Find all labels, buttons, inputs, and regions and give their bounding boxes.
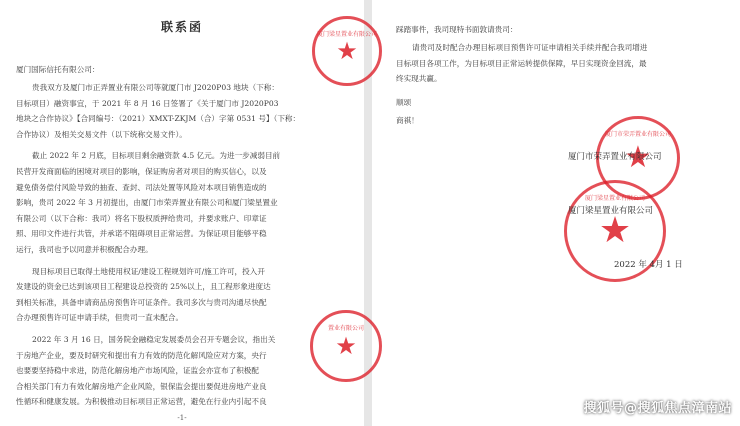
star-icon: ★ xyxy=(598,210,632,251)
page-number: -1- xyxy=(177,414,187,422)
request-body: 请贵司及时配合办理目标项目预售许可证申请相关手续并配合我司增进 目标项目各项工作，为目标项目正常运转提供保障，早日实现资金回流，最 终实现共赢。 xyxy=(396,43,648,84)
edge-seal-bottom: 置业有限公司 ★ xyxy=(310,310,382,382)
closing-wish: 商祺！ xyxy=(396,116,419,125)
closing-greeting: 顺颂 xyxy=(396,98,412,107)
edge-seal-top: 厦门梁星置业有限公司 ★ xyxy=(312,16,382,86)
letter-body xyxy=(16,80,356,410)
letter-date: 2022 年 4月 1 日 xyxy=(614,260,683,270)
request-intro: 踩踏事件，我司现特书面敦请贵司： xyxy=(396,25,518,34)
star-icon: ★ xyxy=(336,37,358,65)
paragraph-policy: 2022 年 3 月 16 日，国务院金融稳定发展委员会召开专题会议，指出关 于房地产企业，要及时研究和提出有力有效的防范化解风险应对方案，央行 也要要坚持稳中求进，防范化解房地产市场风险，证监会亦宣布了积极配 合相关部门有力有效化解房地产企业风险，银保监会提出要促进房地产业良 性循环和健康发展。为积极推动目标项目正常运营，避免在行业内引起不良 xyxy=(16,334,276,407)
company-seal-liangxing: 厦门梁星置业有限公司 ★ xyxy=(564,180,666,282)
paragraph-pledge: 截止 2022 年 2 月底，目标项目剩余融资款 4.5 亿元。为进一步减弱目前 民营开发商面临的困境对项目的影响，保证购房者对项目的购买信心，以及 避免债务偿付风险导致的抽查、查封、司法处置等风险对本项目销售造成的 影响，贵司 2022 年 3 月初提出，由厦门市荣弄置业有限公司和厦门梁星置业 有限公司（以下合称：我司）将名下股权质押给贵司，并要求账户、印章证 照、用印文件进行共管，并承诺不阻碍项目正常运营。为保证项目能够平稳 运行，我司也予以同意并积极配合办理。 xyxy=(16,151,281,254)
company-seal-rongnong: 厦门市荣弄置业有限公司 ★ xyxy=(596,116,680,200)
letter-page-1 xyxy=(0,0,364,426)
letter-title: 联系函 xyxy=(160,20,203,34)
star-icon: ★ xyxy=(624,140,652,175)
signatory-company-2: 厦门梁星置业有限公司 xyxy=(568,206,654,216)
star-icon: ★ xyxy=(335,332,357,360)
paragraph-financing: 贵我双方及厦门市正弄置业有限公司等就厦门市 J2020P03 地块（下称： 目标项目）融资事宜，于 2021 年 8 月 16 日签署了《关于厦门市 J2020P03 地块之合作协议》【合同编号：（2021）XMXT-ZKJM（合）字第 0531 号】（下称： 合作协议）及相关交易文件（以下统称交易文件）。 xyxy=(16,83,301,139)
letter-salutation: 厦门国际信托有限公司： xyxy=(16,65,100,74)
paragraph-presale: 现目标项目已取得土地使用权证/建设工程规划许可/施工许可，投入开 发建设的资金已达到该项目工程建设总投资的 25%以上，且工程形象进度达 到相关标准，具备申请商品房预售许可证条件。我司多次与贵司沟通尽快配 合办理预售许可证申请手续，但贵司一直未配合。 xyxy=(16,266,271,323)
signatory-company-1: 厦门市荣弄置业有限公司 xyxy=(568,152,662,162)
letter-page-2 xyxy=(372,0,740,426)
source-watermark: 搜狐号@搜狐焦点漳南站 xyxy=(583,401,732,416)
